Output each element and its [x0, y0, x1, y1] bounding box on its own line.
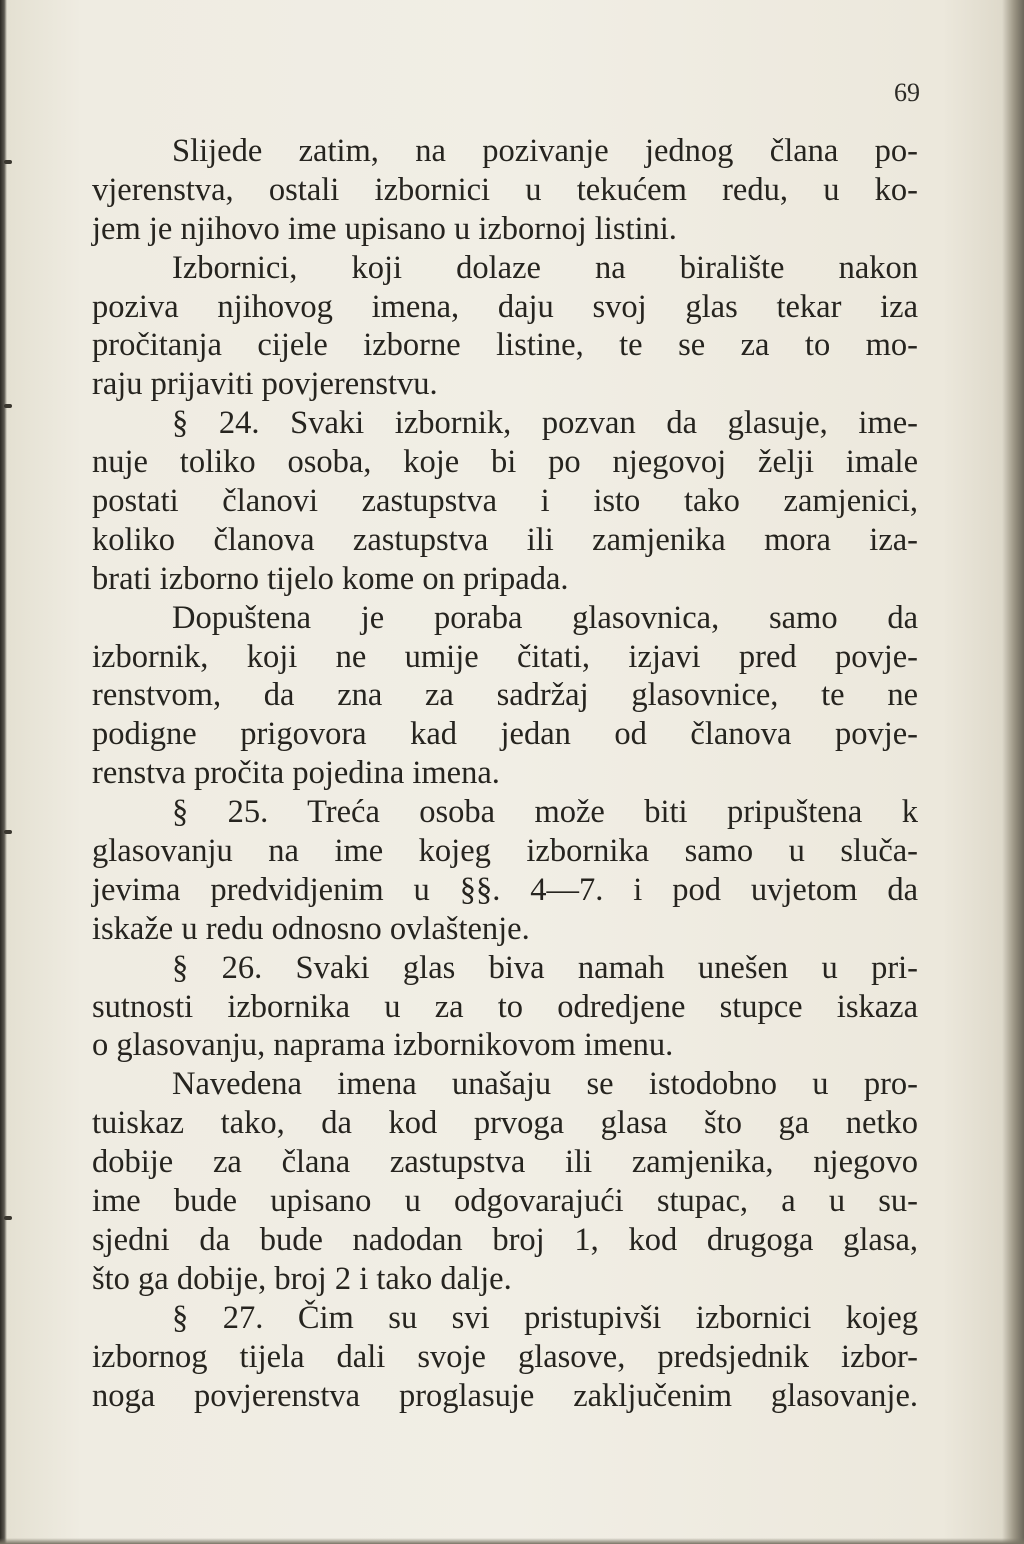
margin-mark	[4, 1216, 12, 1220]
text-line: noga povjerenstva proglasuje zaključenim glasovanje.	[92, 1377, 918, 1414]
text-line: § 24. Svaki izbornik, pozvan da glasuje, ime-	[172, 405, 918, 442]
text-line: raju prijaviti povjerenstvu.	[92, 366, 438, 403]
text-line: jevima predvidjenim u §§. 4—7. i pod uvjetom da	[92, 871, 918, 908]
text-line: izbornik, koji ne umije čitati, izjavi pred povje-	[92, 638, 918, 675]
text-line: o glasovanju, naprama izbornikovom imenu.	[92, 1027, 674, 1064]
binding-edge	[0, 0, 7, 1544]
page-bottom-edge-shadow	[0, 1538, 1024, 1544]
text-line: § 25. Treća osoba može biti pripuštena k	[172, 794, 918, 831]
text-line: Navedena imena unašaju se istodobno u pro-	[172, 1066, 918, 1103]
page-body-text	[92, 132, 918, 1415]
text-line: što ga dobije, broj 2 i tako dalje.	[92, 1260, 512, 1297]
margin-mark	[4, 404, 12, 408]
text-line: Dopuštena je poraba glasovnica, samo da	[172, 599, 918, 636]
text-line: Slijede zatim, na pozivanje jednog člana po-	[172, 133, 918, 169]
text-line: iskaže u redu odnosno ovlaštenje.	[92, 910, 530, 947]
margin-mark	[4, 160, 12, 164]
page-number: 69	[894, 78, 920, 107]
text-line: sutnosti izbornika u za to odredjene stupce iskaza	[92, 988, 918, 1025]
text-line: Izbornici, koji dolaze na biralište nakon	[172, 249, 918, 286]
text-line: koliko članova zastupstva ili zamjenika mora iza-	[92, 521, 918, 558]
margin-mark	[4, 830, 12, 834]
text-line: pročitanja cijele izborne listine, te se za to mo-	[92, 327, 918, 364]
text-line: dobije za člana zastupstva ili zamjenika, njegovo	[92, 1144, 918, 1181]
text-line: glasovanju na ime kojeg izbornika samo u sluča-	[92, 833, 918, 870]
text-line: brati izborno tijelo kome on pripada.	[92, 560, 569, 597]
text-line: jem je njihovo ime upisano u izbornoj listini.	[92, 210, 677, 247]
text-line: vjerenstva, ostali izbornici u tekućem redu, u ko-	[92, 171, 918, 208]
page-right-edge-shadow	[1002, 0, 1024, 1544]
text-line: postati članovi zastupstva i isto tako zamjenici,	[92, 483, 918, 520]
text-line: nuje toliko osoba, koje bi po njegovoj želji imale	[92, 444, 918, 481]
text-line: renstvom, da zna za sadržaj glasovnice, te ne	[92, 677, 918, 714]
text-line: renstva pročita pojedina imena.	[92, 755, 500, 792]
text-line: podigne prigovora kad jedan od članova povje-	[92, 716, 918, 753]
text-line: poziva njihovog imena, daju svoj glas tekar iza	[92, 288, 918, 325]
text-line: ime bude upisano u odgovarajući stupac, a u su-	[92, 1183, 918, 1220]
text-line: § 27. Čim su svi pristupivši izbornici kojeg	[172, 1299, 918, 1336]
text-line: tuiskaz tako, da kod prvoga glasa što ga netko	[92, 1105, 918, 1142]
text-line: izbornog tijela dali svoje glasove, predsjednik izbor-	[92, 1338, 918, 1375]
text-line: § 26. Svaki glas biva namah unešen u pri-	[172, 949, 918, 986]
text-line: sjedni da bude nadodan broj 1, kod drugoga glasa,	[92, 1221, 918, 1258]
